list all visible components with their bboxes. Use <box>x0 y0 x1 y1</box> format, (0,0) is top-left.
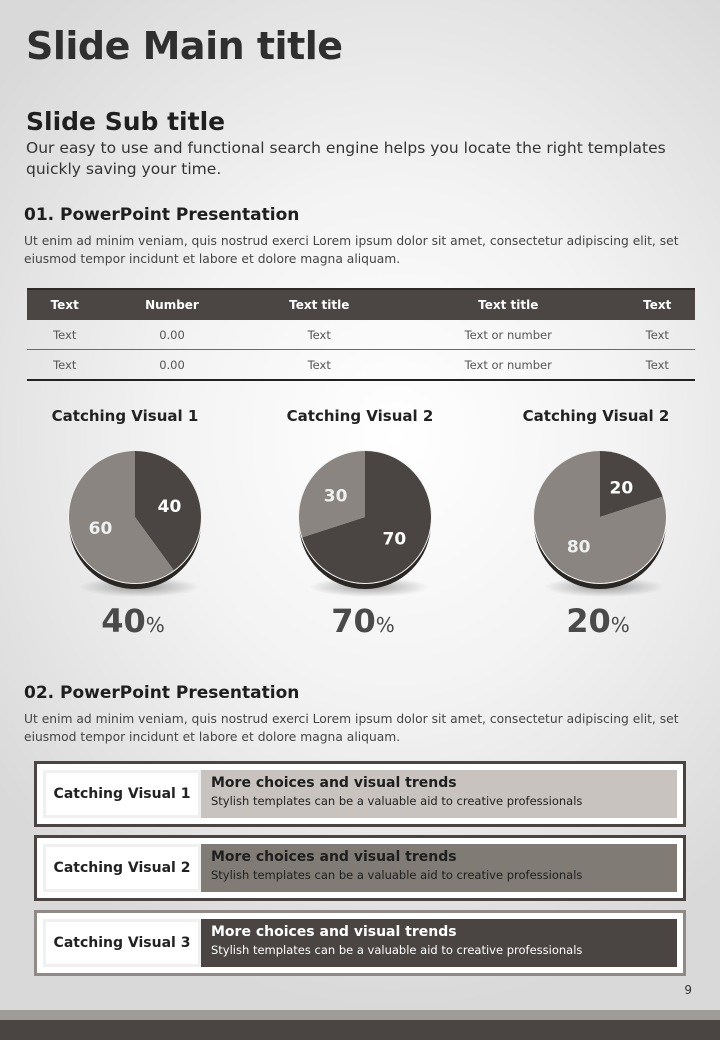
pie-label-highlight: 70 <box>382 529 407 550</box>
feature-row-content <box>201 919 677 967</box>
feature-row-3 <box>34 910 686 976</box>
feature-row-2 <box>34 835 686 901</box>
page-number: 9 <box>684 983 692 997</box>
table-header-row <box>27 289 695 320</box>
data-table <box>27 288 695 381</box>
percent-value: 70 <box>331 602 376 640</box>
table-cell: Text <box>242 350 397 381</box>
pie-1-title: Catching Visual 1 <box>51 407 199 425</box>
feature-row-content <box>201 770 677 818</box>
table-cell: Text <box>27 320 102 350</box>
feature-row-label: Catching Visual 1 <box>43 770 201 818</box>
pie-label-highlight: 40 <box>157 496 182 517</box>
table-cell: Text <box>27 350 102 381</box>
pie-3-title: Catching Visual 2 <box>522 407 670 425</box>
table-cell: 0.00 <box>102 350 241 381</box>
section1-heading: 01. PowerPoint Presentation <box>24 205 300 225</box>
pie-label-rest: 60 <box>88 519 113 540</box>
feature-row-label: Catching Visual 3 <box>43 919 201 967</box>
feature-row-1 <box>34 761 686 827</box>
pie-label-rest: 80 <box>566 537 591 558</box>
pie-chart-3 <box>520 445 680 605</box>
feature-row-text: Stylish templates can be a valuable aid to creative professionals <box>211 794 583 808</box>
table-row <box>27 320 695 350</box>
percent-unit: % <box>375 613 395 637</box>
section2-heading: 02. PowerPoint Presentation <box>24 683 300 703</box>
feature-row-heading: More choices and visual trends <box>211 849 457 865</box>
table-header-cell: Number <box>102 289 241 320</box>
subtitle-description: Our easy to use and functional search engine helps you locate the right templates quickly saving your time. <box>26 139 666 178</box>
feature-row-label: Catching Visual 2 <box>43 844 201 892</box>
table-cell: Text or number <box>397 350 620 381</box>
footer-band-light <box>0 1010 720 1020</box>
table-cell: 0.00 <box>102 320 241 350</box>
table-cell: Text <box>620 350 695 381</box>
table-row <box>27 350 695 381</box>
table-header-cell: Text title <box>397 289 620 320</box>
table-header-cell: Text <box>620 289 695 320</box>
section2-body: Ut enim ad minim veniam, quis nostrud exerci Lorem ipsum dolor sit amet, consectetur adipiscing elit, set eiusmod tempor incidunt et labore et dolore magna aliquam. <box>24 712 679 744</box>
pie-chart-2 <box>285 445 445 605</box>
pie-2-percent <box>268 602 458 640</box>
percent-unit: % <box>610 613 630 637</box>
percent-value: 20 <box>566 602 611 640</box>
table-header-cell: Text <box>27 289 102 320</box>
table-cell: Text <box>242 320 397 350</box>
table-header-cell: Text title <box>242 289 397 320</box>
pie-3-percent <box>503 602 693 640</box>
section1-body: Ut enim ad minim veniam, quis nostrud exerci Lorem ipsum dolor sit amet, consectetur adipiscing elit, set eiusmod tempor incidunt et labore et dolore magna aliquam. <box>24 234 679 266</box>
table-cell: Text <box>620 320 695 350</box>
footer-band-dark <box>0 1020 720 1040</box>
pie-1-percent <box>38 602 228 640</box>
pie-chart-1 <box>55 445 215 605</box>
pie-label-rest: 30 <box>323 486 348 507</box>
feature-row-text: Stylish templates can be a valuable aid to creative professionals <box>211 943 583 957</box>
pie-label-highlight: 20 <box>609 478 634 499</box>
page-title: Slide Main title <box>26 24 343 68</box>
percent-unit: % <box>145 613 165 637</box>
slide-subtitle: Slide Sub title <box>26 107 226 136</box>
percent-value: 40 <box>101 602 146 640</box>
feature-row-text: Stylish templates can be a valuable aid to creative professionals <box>211 868 583 882</box>
pie-2-title: Catching Visual 2 <box>286 407 434 425</box>
feature-row-heading: More choices and visual trends <box>211 775 457 791</box>
feature-row-heading: More choices and visual trends <box>211 924 457 940</box>
feature-row-content <box>201 844 677 892</box>
table-cell: Text or number <box>397 320 620 350</box>
